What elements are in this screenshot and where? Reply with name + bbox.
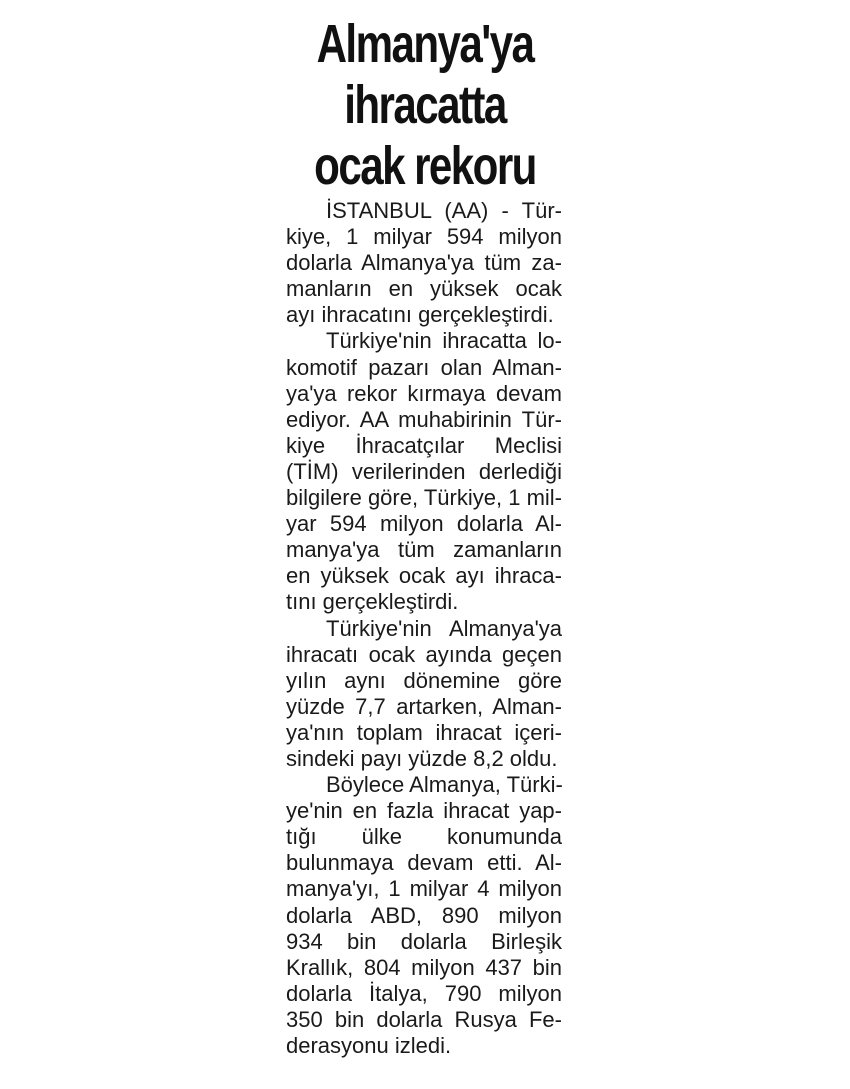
headline-line-1: Almanya'ya	[316, 14, 534, 74]
article-line: bilgilere göre, Türkiye, 1 mil-	[286, 485, 562, 511]
article-line: tını gerçekleştirdi.	[286, 589, 459, 615]
article-line: sindeki payı yüzde 8,2 oldu.	[286, 745, 558, 771]
article-line: dolarla İtalya, 790 milyon	[286, 980, 562, 1006]
article-line: 350 bin dolarla Rusya Fe-	[286, 1006, 562, 1032]
article-line: yılın aynı dönemine göre	[286, 667, 562, 693]
article-line: tığı ülke konumunda	[286, 824, 562, 850]
article-line: ayı ihracatını gerçekleştirdi.	[286, 302, 554, 328]
article-line: 934 bin dolarla Birleşik	[286, 928, 562, 954]
article-line: kiye, 1 milyar 594 milyon	[286, 224, 562, 250]
article-line: komotif pazarı olan Alman-	[286, 354, 562, 380]
headline	[289, 14, 562, 197]
article-line: dolarla ABD, 890 milyon	[286, 902, 562, 928]
headline-line-2: ihracatta	[344, 75, 506, 135]
article-line: bulunmaya devam etti. Al-	[286, 850, 562, 876]
article-line: manya'ya tüm zamanların	[286, 537, 562, 563]
article-line: yüzde 7,7 artarken, Alman-	[286, 693, 562, 719]
article-line: en yüksek ocak ayı ihraca-	[286, 563, 562, 589]
article-line: ya'nın toplam ihracat içeri-	[286, 719, 562, 745]
article-line: dolarla Almanya'ya tüm za-	[286, 250, 562, 276]
article-line: ya'ya rekor kırmaya devam	[286, 380, 562, 406]
article-line: ediyor. AA muhabirinin Tür-	[286, 406, 562, 432]
article-line: derasyonu izledi.	[286, 1033, 452, 1058]
article-line: manya'yı, 1 milyar 4 milyon	[286, 876, 562, 902]
article-line: Krallık, 804 milyon 437 bin	[286, 954, 562, 980]
headline-line-3: ocak rekoru	[314, 136, 536, 196]
article-line: ihracatı ocak ayında geçen	[286, 641, 562, 667]
article-line: manların en yüksek ocak	[286, 276, 562, 302]
article-line: İSTANBUL (AA) - Tür-	[326, 198, 562, 223]
article-line: (TİM) verilerinden derlediği	[286, 458, 562, 484]
article-body	[286, 198, 562, 1059]
article-line: kiye İhracatçılar Meclisi	[286, 432, 562, 458]
article-line: yar 594 milyon dolarla Al-	[286, 511, 562, 537]
article-line: ye'nin en fazla ihracat yap-	[286, 798, 562, 824]
article-line: Türkiye'nin Almanya'ya	[326, 615, 562, 641]
article-line: Türkiye'nin ihracatta lo-	[326, 328, 562, 354]
article-line: Böylece Almanya, Türki-	[326, 772, 563, 798]
